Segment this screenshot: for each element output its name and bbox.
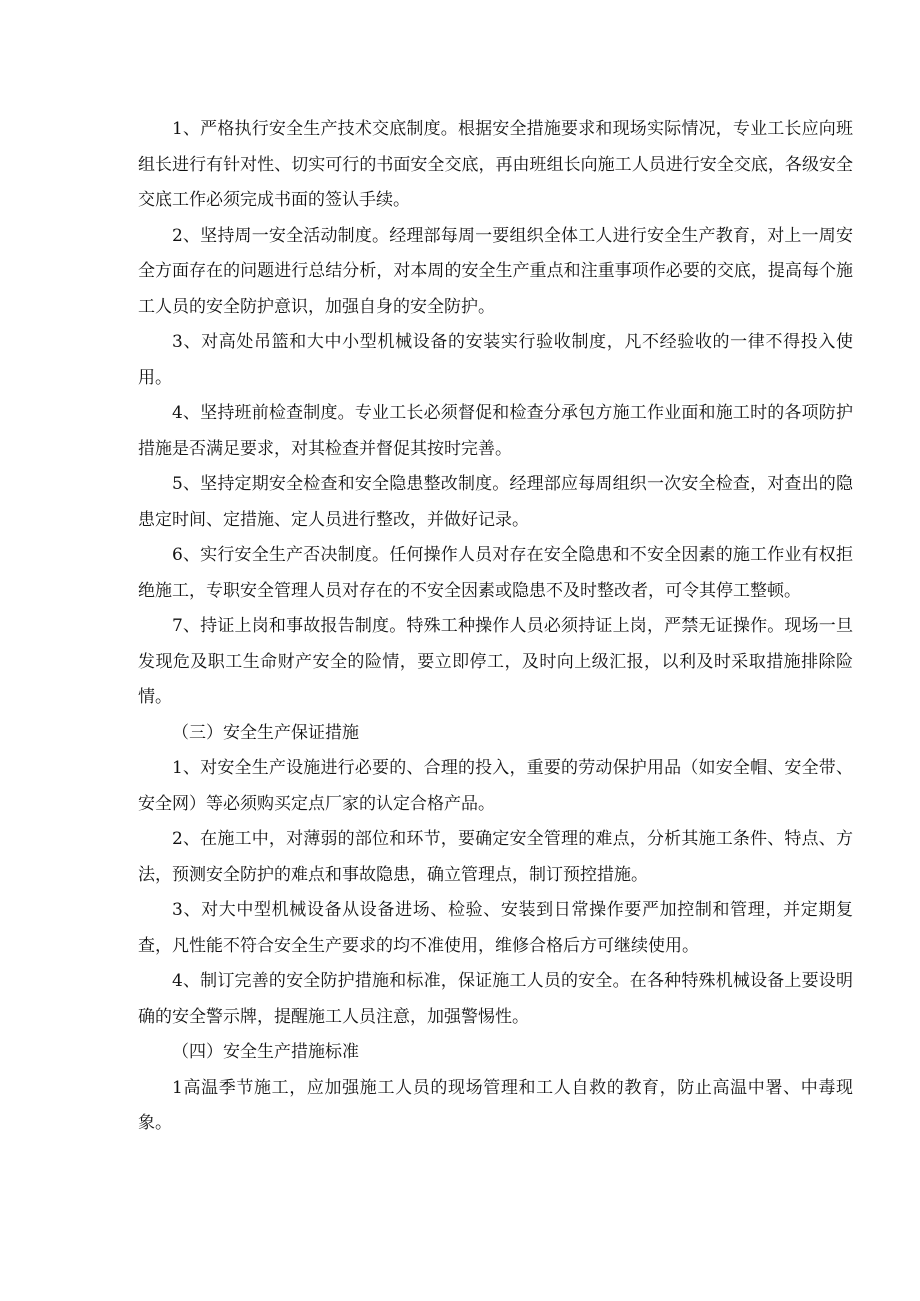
document-body — [138, 112, 853, 1142]
paragraph-9: 2、在施工中，对薄弱的部位和环节，要确定安全管理的难点，分析其施工条件、特点、方法，预测安全防护的难点和事故隐患，确立管理点，制订预控措施。 — [138, 829, 853, 885]
paragraph-8: 1、对安全生产设施进行必要的、合理的投入，重要的劳动保护用品（如安全帽、安全带、安全网）等必须购买定点厂家的认定合格产品。 — [138, 758, 853, 814]
section-heading-4: （四）安全生产措施标准 — [172, 1042, 359, 1062]
section-heading-3: （三）安全生产保证措施 — [172, 722, 359, 743]
paragraph-4: 4、坚持班前检查制度。专业工长必须督促和检查分承包方施工作业面和施工时的各项防护措施是否满足要求，对其检查并督促其按时完善。 — [138, 403, 853, 459]
paragraph-6: 6、实行安全生产否决制度。任何操作人员对存在安全隐患和不安全因素的施工作业有权拒绝施工，专职安全管理人员对存在的不安全因素或隐患不及时整改者，可令其停工整顿。 — [138, 545, 853, 601]
paragraph-10: 3、对大中型机械设备从设备进场、检验、安装到日常操作要严加控制和管理，并定期复查，凡性能不符合安全生产要求的均不准使用，维修合格后方可继续使用。 — [138, 900, 853, 956]
paragraph-2: 2、坚持周一安全活动制度。经理部每周一要组织全体工人进行安全生产教育，对上一周安全方面存在的问题进行总结分析，对本周的安全生产重点和注重事项作必要的交底，提高每个施工人员的安全防护意识，加强自身的安全防护。 — [138, 225, 853, 317]
paragraph-5: 5、坚持定期安全检查和安全隐患整改制度。经理部应每周组织一次安全检查，对查出的隐患定时间、定措施、定人员进行整改，并做好记录。 — [138, 474, 853, 530]
paragraph-3: 3、对高处吊篮和大中小型机械设备的安装实行验收制度，凡不经验收的一律不得投入使用。 — [138, 332, 853, 388]
paragraph-11: 4、制订完善的安全防护措施和标准，保证施工人员的安全。在各种特殊机械设备上要设明确的安全警示牌，提醒施工人员注意，加强警惕性。 — [138, 971, 853, 1027]
paragraph-1: 1、严格执行安全生产技术交底制度。根据安全措施要求和现场实际情况，专业工长应向班组长进行有针对性、切实可行的书面安全交底，再由班组长向施工人员进行安全交底，各级安全交底工作必须完成书面的签认手续。 — [138, 119, 853, 210]
paragraph-12: 1高温季节施工，应加强施工人员的现场管理和工人自救的教育，防止高温中署、中毒现象。 — [138, 1077, 853, 1133]
paragraph-7: 7、持证上岗和事故报告制度。特殊工种操作人员必须持证上岗，严禁无证操作。现场一旦发现危及职工生命财产安全的险情，要立即停工，及时向上级汇报，以利及时采取措施排除险情。 — [138, 616, 853, 707]
